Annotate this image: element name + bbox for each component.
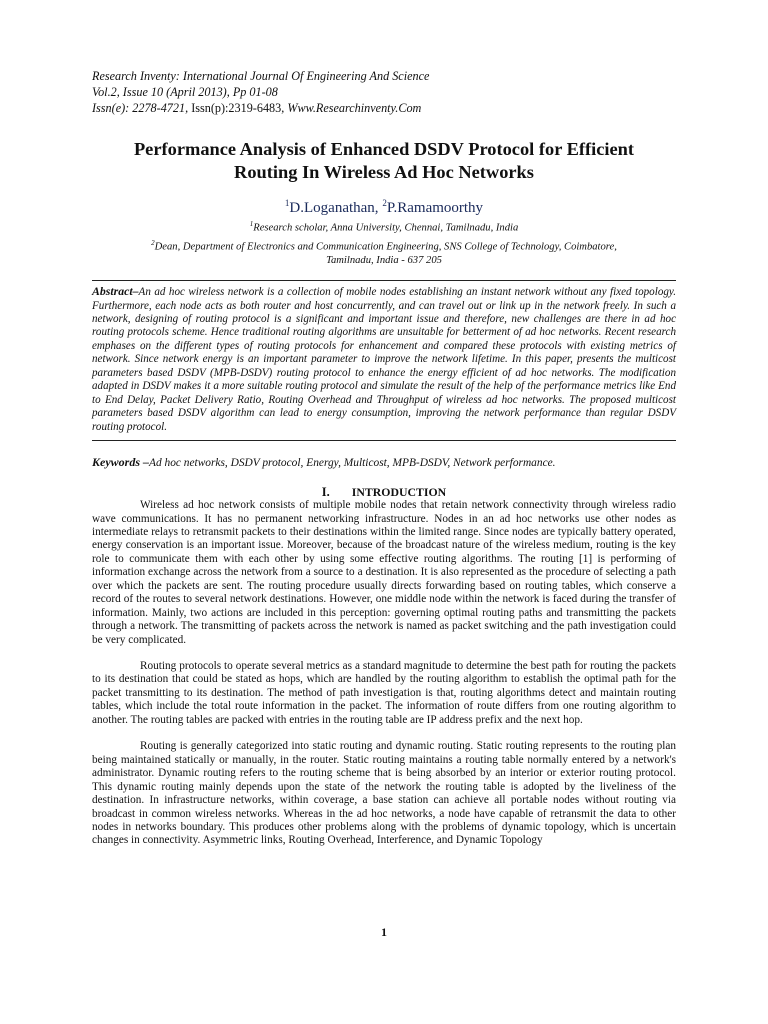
body-paragraph-3: Routing is generally categorized into static routing and dynamic routing. Static routing represents to the routing plan being maintained statically or manually, in the router. Static routing maintains a routing table normally entered by a network's administrator. Dynamic routing refers to the routing scheme that is being absorbed by an interior or exterior routing protocol. This dynamic routing mainly depends upon the state of the network the routing table is adopted by the liveliness of the destination. In infrastructure networks, within coverage, a base station can achieve all portable nodes without routing via broadcast in common wireless networks. Whereas in the ad hoc networks, a node have capable of retransmit the data to other nodes in networks boundary. This produces other problems along with the problems of dynamic topology, which is uncertain changes in connectivity. Asymmetric links, Routing Overhead, Interference, and Dynamic Topology [92, 740, 676, 847]
section-number: I. [321, 485, 330, 500]
journal-name: Research Inventy: International Journal Of Engineering And Science [92, 69, 430, 83]
affiliation-1-sup: 1 [249, 220, 254, 228]
section-heading [92, 485, 676, 499]
journal-volume: Vol.2, Issue 10 (April 2013), Pp 01-08 [92, 85, 278, 99]
abstract-box [92, 280, 676, 441]
keywords-lead: Keywords – [92, 455, 149, 470]
page-number: 1 [381, 925, 387, 939]
paragraph-gap [92, 727, 676, 740]
abstract-bottom-rule [92, 440, 676, 441]
journal-website: , Www.Researchinventy.Com [281, 101, 422, 115]
author2-sup: 2 [382, 198, 387, 208]
issn-p: Issn(p):2319-6483 [191, 101, 282, 115]
abstract [92, 285, 676, 434]
affiliation-2-text: Dean, Department of Electronics and Communication Engineering, SNS College of Technology, Coimbatore, [154, 241, 617, 253]
affiliations [92, 217, 676, 268]
keywords [92, 455, 676, 470]
affiliation-2-cont: Tamilnadu, India - 637 205 [326, 255, 442, 267]
paragraph-gap [92, 647, 676, 660]
abstract-lead: Abstract– [92, 284, 139, 299]
abstract-top-rule [92, 280, 676, 281]
paper-title [92, 138, 676, 184]
author2-name: P.Ramamoorthy [386, 200, 484, 216]
journal-header [92, 68, 676, 116]
paper-page [92, 68, 676, 848]
author1-sup: 1 [284, 198, 290, 208]
issn-e: Issn(e): 2278-4721, [92, 101, 192, 115]
title-line-1: Performance Analysis of Enhanced DSDV Protocol for Efficient [133, 139, 635, 159]
affiliation-2 [92, 236, 676, 255]
body-paragraph-2: Routing protocols to operate several metrics as a standard magnitude to determine the best path for routing the packets to its destination that could be stated as hops, which are handled by the routing algorithm to establish the optimal path for the packet transmitting to its destination. The method of path investigation is that, routing algorithms detect and maintain routing tables, which include the total route information in the packet. The information of route differs from one routing algorithm to another. The routing tables are packed with entries in the routing table are IP address prefix and the next hop. [92, 660, 676, 726]
keywords-text: Ad hoc networks, DSDV protocol, Energy, Multicost, MPB-DSDV, Network performance. [149, 457, 556, 470]
authors [92, 194, 676, 217]
journal-issn [92, 100, 676, 116]
abstract-text: An ad hoc wireless network is a collection of mobile nodes establishing an instant network without any fixed topology. Furthermore, each node acts as both router and host concurrently, and can travel out or link up in the network freely. In such a network, designing of routing protocol is a significant and important issue and therefore, new challenges are there in ad hoc routing protocols scheme. Hence traditional routing algorithms are unsuitable for betterment of ad hoc networks. Recent research emphases on the different types of routing protocols for enhancement and compared these protocols with existing metrics of network. Since network energy is an important parameter to improve the network lifetime. In this paper, presents the multicost parameters based DSDV (MPB-DSDV) routing protocol to enhance the energy efficient of ad hoc networks. The modification adapted in DSDV makes it a more suitable routing protocol and simulate the result of the help of the performance metrics like End to End Delay, Packet Delivery Ratio, Routing Overhead and Throughput of wireless ad hoc networks. The proposed multicost parameters based DSDV algorithm can lead to energy consumption, improving the network performance than regular DSDV routing protocol. [92, 286, 676, 433]
affiliation-1-text: Research scholar, Anna University, Chennai, Tamilnadu, India [253, 222, 519, 234]
section-title: INTRODUCTION [351, 485, 447, 500]
affiliation-1 [92, 217, 676, 236]
body-paragraph-1: Wireless ad hoc network consists of multiple mobile nodes that retain network connectivity through wireless radio wave communications. It has no permanent networking infrastructure. Nodes in an ad hoc networks use other nodes as intermediate relays to retransmit packets to their destinations within the limited range. Since nodes are typically battery operated, energy conservation is an important issue. Moreover, because of the broadcast nature of the wireless medium, routing is the key role to communicate them with each other by using some effective routing algorithms. The routing [1] is performing of information exchange across the network from a source to a destination. It is also represented as the procedure of selecting a path over which the packets are sent. The routing procedure usually directs forwarding based on routing tables, which conserve a record of the routes to several network destinations. However, one middle node within the network is faced during the transfer of information. Mainly, two actions are included in this perception: governing optimal routing paths and transmitting the packets through a network. The transmitting of packets across the network is named as packet switching and the path investigation could be very complicated. [92, 499, 676, 646]
author1-name: D.Loganathan, [289, 200, 383, 216]
affiliation-2-sup: 2 [151, 238, 155, 247]
title-line-2: Routing In Wireless Ad Hoc Networks [234, 162, 534, 182]
